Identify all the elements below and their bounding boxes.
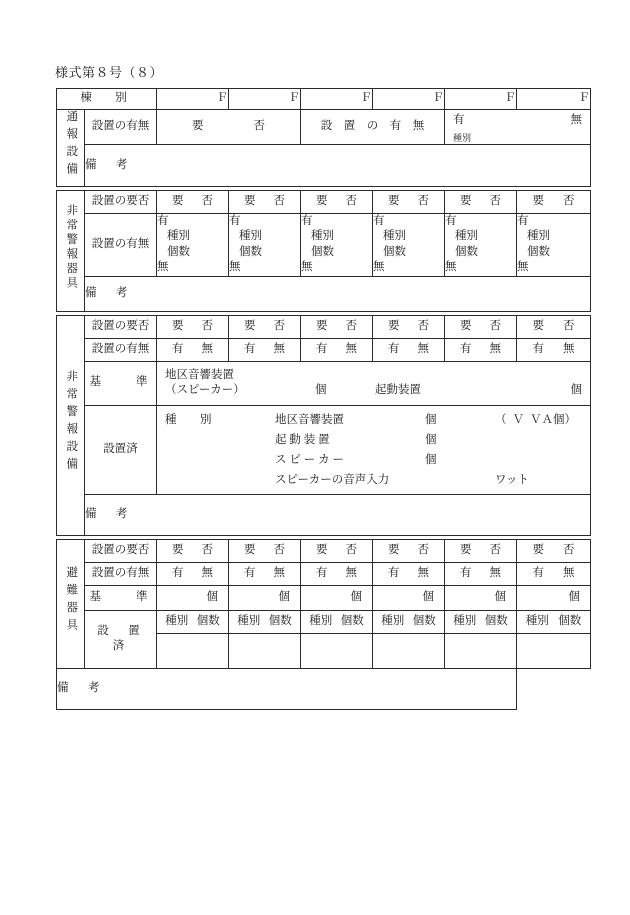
unit-ko: 個: [494, 591, 506, 604]
cell-kijun-4[interactable]: [373, 586, 445, 611]
option-you[interactable]: 要: [460, 319, 472, 332]
option-u[interactable]: 有: [244, 567, 256, 580]
label-shubetsu: 種別: [309, 614, 333, 627]
table-tsuho-setsubi: [56, 88, 591, 187]
option-you[interactable]: 要: [244, 544, 256, 557]
label-kosu: 個数: [484, 614, 508, 627]
option-mu[interactable]: 無: [517, 261, 529, 274]
label-kosu: 個数: [558, 614, 582, 627]
side-label-hinan-kigu: [57, 540, 85, 669]
cell-youhi-4[interactable]: [373, 190, 445, 213]
cell-setchizumi-entry-1[interactable]: [157, 633, 229, 668]
item-name: ス ピ ー カ ー: [275, 453, 344, 466]
side-label-hijo-keiho-setsubi: [57, 315, 85, 536]
cell-you-hi[interactable]: [157, 110, 301, 145]
option-mu[interactable]: 無: [563, 567, 575, 580]
cell-umu-3[interactable]: [301, 213, 373, 276]
option-u[interactable]: 有: [373, 214, 385, 227]
option-u[interactable]: 有: [453, 114, 465, 127]
cell-youhi-1[interactable]: [157, 315, 229, 338]
option-mu[interactable]: 無: [301, 261, 313, 274]
option-hi[interactable]: 否: [489, 544, 501, 557]
option-mu[interactable]: 無: [417, 567, 429, 580]
option-hi[interactable]: 否: [417, 544, 429, 557]
row-label-setchi-umu: 設置の有無: [85, 338, 157, 361]
cell-kijun-3[interactable]: [301, 586, 373, 611]
cell-youhi-2[interactable]: [229, 540, 301, 563]
option-u[interactable]: 有: [460, 342, 472, 355]
cell-bikou[interactable]: 備 考: [57, 668, 517, 709]
label-kosu: 個数: [455, 245, 478, 258]
option-mu[interactable]: 無: [345, 567, 357, 580]
option-you[interactable]: 要: [316, 194, 328, 207]
section-tsuho-setsubi: [56, 88, 590, 187]
row-label-setchi-umu: 設置の有無: [85, 213, 157, 276]
cell-youhi-5[interactable]: [445, 315, 517, 338]
kijun-unit-1: 個: [315, 384, 327, 397]
cell-youhi-3[interactable]: [301, 315, 373, 338]
option-you[interactable]: 要: [388, 194, 400, 207]
side-label-text: 通報設備: [65, 110, 78, 180]
row-setsubi-setchi-umu: [57, 338, 591, 361]
cell-setchizumi-entry-4[interactable]: [373, 633, 445, 668]
cell-setchizumi-head-5: [445, 610, 517, 633]
row-label-setchizumi: 設置済: [85, 405, 157, 495]
option-mu[interactable]: 無: [489, 342, 501, 355]
option-u[interactable]: 有: [316, 342, 328, 355]
option-hi[interactable]: 否: [201, 194, 213, 207]
row-kigu-setchi-youhi: [57, 190, 591, 213]
item-unit: 個: [425, 453, 437, 466]
option-you[interactable]: 要: [388, 319, 400, 332]
option-u[interactable]: 有: [301, 214, 313, 227]
cell-umu-6[interactable]: [517, 563, 591, 586]
option-hi[interactable]: 否: [201, 544, 213, 557]
option-mu[interactable]: 無: [273, 342, 285, 355]
paren-open: （: [495, 413, 507, 426]
label-shubetsu: 種別: [381, 614, 405, 627]
item-name: スピーカーの音声入力: [275, 473, 390, 486]
cell-youhi-5[interactable]: [445, 540, 517, 563]
row-kigu-bikou: [57, 276, 591, 311]
cell-umu-2[interactable]: [229, 563, 301, 586]
option-u[interactable]: 有: [532, 342, 544, 355]
page-title: 様式第８号（８）: [55, 65, 164, 80]
option-mu[interactable]: 無: [489, 567, 501, 580]
header-mune-betsu: 棟 別: [57, 89, 157, 110]
option-u[interactable]: 有: [388, 567, 400, 580]
row-setsubi-setchizumi: [57, 405, 591, 495]
cell-umu-5[interactable]: [445, 213, 517, 276]
label-shubetsu: 種別: [455, 230, 478, 243]
cell-kijun-2[interactable]: [229, 586, 301, 611]
label-shubetsu: 種別: [237, 614, 261, 627]
row-tsuho-bikou: [57, 145, 591, 186]
row-label-setchi-umu: 設置の有無: [85, 563, 157, 586]
option-hi[interactable]: 否: [345, 544, 357, 557]
cell-youhi-2[interactable]: [229, 315, 301, 338]
va-unit: ＶＡ個）: [530, 413, 576, 426]
option-mu[interactable]: 無: [201, 567, 213, 580]
unit-ko: 個: [568, 591, 580, 604]
option-u[interactable]: 有: [229, 214, 241, 227]
option-you[interactable]: 要: [192, 120, 204, 133]
cell-youhi-6[interactable]: [517, 190, 591, 213]
option-u[interactable]: 有: [445, 214, 457, 227]
option-you[interactable]: 要: [532, 319, 544, 332]
table-hinan-kigu: [56, 539, 591, 710]
setchizumi-line-3: [165, 450, 582, 470]
option-hi[interactable]: 否: [201, 319, 213, 332]
kijun-line-2: （スピーカー）: [165, 384, 245, 397]
table-header-row: [57, 89, 591, 110]
option-you[interactable]: 要: [172, 544, 184, 557]
option-you[interactable]: 要: [460, 544, 472, 557]
section-hinan-kigu: [56, 539, 590, 710]
row-setsubi-setchi-youhi: [57, 315, 591, 338]
header-floor-3: Ｆ: [301, 89, 373, 110]
option-u[interactable]: 有: [388, 342, 400, 355]
header-floor-1: Ｆ: [157, 89, 229, 110]
row-kigu-setchi-umu: [57, 213, 591, 276]
option-hi[interactable]: 否: [489, 194, 501, 207]
label-kosu: 個数: [383, 245, 406, 258]
label-shubetsu: 種別: [527, 230, 550, 243]
label-kosu: 個数: [239, 245, 262, 258]
unit-ko: 個: [350, 591, 362, 604]
row-label-setchizumi: 設 置 済: [85, 610, 157, 668]
cell-umu-1[interactable]: [157, 338, 229, 361]
option-hi[interactable]: 否: [489, 319, 501, 332]
unit-ko: 個: [278, 591, 290, 604]
cell-youhi-3[interactable]: [301, 540, 373, 563]
cell-youhi-6[interactable]: [517, 540, 591, 563]
option-mu[interactable]: 無: [563, 342, 575, 355]
option-hi[interactable]: 否: [253, 120, 265, 133]
option-mu[interactable]: 無: [157, 261, 169, 274]
item-name: 起 動 装 置: [275, 433, 330, 446]
section-hijo-keiho-setsubi: [56, 315, 590, 537]
label-shubetsu: 種別: [239, 230, 262, 243]
unit-ko: 個: [206, 591, 218, 604]
cell-setchizumi-detail[interactable]: [157, 405, 591, 495]
voltage-unit: Ｖ: [512, 413, 524, 426]
row-tsuho-setchi-umu: [57, 110, 591, 145]
label-kosu: 個数: [311, 245, 334, 258]
cell-umu-3[interactable]: [301, 338, 373, 361]
cell-youhi-2[interactable]: [229, 190, 301, 213]
cell-umu-1[interactable]: [157, 213, 229, 276]
label-kosu: 個数: [196, 614, 220, 627]
kijun-unit-2: 個: [570, 384, 582, 397]
option-you[interactable]: 要: [388, 544, 400, 557]
cell-umu-6[interactable]: [517, 338, 591, 361]
cell-setchizumi-entry-5[interactable]: [445, 633, 517, 668]
option-mu[interactable]: 無: [373, 261, 385, 274]
cell-youhi-6[interactable]: [517, 315, 591, 338]
label-kosu: 個数: [527, 245, 550, 258]
option-you[interactable]: 要: [460, 194, 472, 207]
cell-kijun-6[interactable]: [517, 586, 591, 611]
label-shubetsu: 種別: [167, 230, 190, 243]
cell-youhi-1[interactable]: [157, 540, 229, 563]
row-hinan-kijun: [57, 586, 591, 611]
row-label-setchi-umu: 設置の有無: [85, 110, 157, 145]
option-hi[interactable]: 否: [417, 319, 429, 332]
cell-setchizumi-head-3: [301, 610, 373, 633]
cell-bikou[interactable]: 備 考: [85, 145, 591, 186]
option-you[interactable]: 要: [244, 194, 256, 207]
option-hi[interactable]: 否: [563, 544, 575, 557]
section-hijo-keiho-kigu: [56, 190, 590, 312]
cell-setchizumi-entry-6[interactable]: [517, 633, 591, 668]
label-shubetsu: 種別: [383, 230, 406, 243]
cell-setchizumi-entry-3[interactable]: [301, 633, 373, 668]
option-hi[interactable]: 否: [273, 194, 285, 207]
option-hi[interactable]: 否: [273, 544, 285, 557]
cell-bikou[interactable]: 備 考: [85, 276, 591, 311]
side-label-hijo-keiho-kigu: [57, 190, 85, 311]
option-mu[interactable]: 無: [445, 261, 457, 274]
label-shubetsu: 種 別: [165, 413, 218, 426]
cell-umu-4[interactable]: [373, 563, 445, 586]
label-shubetsu: 種別: [525, 614, 549, 627]
label-kosu: 個数: [412, 614, 436, 627]
option-you[interactable]: 要: [172, 194, 184, 207]
cell-umu-6[interactable]: [517, 213, 591, 276]
option-mu[interactable]: 無: [570, 114, 582, 127]
cell-youhi-1[interactable]: [157, 190, 229, 213]
table-hijo-keiho-setsubi: [56, 315, 591, 537]
setchizumi-line-4: [165, 470, 582, 490]
option-hi[interactable]: 否: [563, 319, 575, 332]
row-hinan-bikou: [57, 668, 591, 709]
cell-kijun-detail[interactable]: [157, 361, 591, 405]
row-label-setchi-youhi: 設置の要否: [85, 190, 157, 213]
setchizumi-line-2: [165, 430, 582, 450]
option-u[interactable]: 有: [517, 214, 529, 227]
cell-kijun-5[interactable]: [445, 586, 517, 611]
side-label-text: 避難器具: [65, 566, 78, 637]
label-shubetsu: 種別: [165, 614, 189, 627]
label-shubetsu: 種別: [311, 230, 334, 243]
cell-setchi-no-umu-label: 設 置 の 有 無: [301, 110, 445, 145]
row-label-kijun: 基 準: [85, 361, 157, 405]
option-u[interactable]: 有: [172, 342, 184, 355]
row-label-setchi-youhi: 設置の要否: [85, 540, 157, 563]
label-kosu: 個数: [167, 245, 190, 258]
side-label-text: 非常警報設備: [65, 370, 78, 476]
option-you[interactable]: 要: [316, 319, 328, 332]
header-floor-5: Ｆ: [445, 89, 517, 110]
cell-setchizumi-head-1: [157, 610, 229, 633]
cell-umu-2[interactable]: [229, 338, 301, 361]
item-unit: 個: [425, 413, 437, 426]
option-hi[interactable]: 否: [563, 194, 575, 207]
header-floor-4: Ｆ: [373, 89, 445, 110]
cell-bikou[interactable]: 備 考: [85, 495, 591, 536]
cell-youhi-4[interactable]: [373, 315, 445, 338]
side-label-text: 非常警報器具: [65, 204, 78, 292]
unit-ko: 個: [422, 591, 434, 604]
cell-umu-5[interactable]: [445, 563, 517, 586]
item-unit: 個: [425, 433, 437, 446]
row-label-kijun: 基 準: [85, 586, 157, 611]
cell-umu-1[interactable]: [157, 563, 229, 586]
kijun-item-2: 起動装置: [375, 384, 421, 397]
option-mu[interactable]: 無: [229, 261, 241, 274]
label-shubetsu: 種別: [453, 614, 477, 627]
table-hijo-keiho-kigu: [56, 190, 591, 312]
label-shubetsu: 種別: [453, 132, 472, 143]
row-label-setchi-youhi: 設置の要否: [85, 315, 157, 338]
option-u[interactable]: 有: [316, 567, 328, 580]
option-you[interactable]: 要: [172, 319, 184, 332]
setchizumi-line-1: [165, 410, 582, 430]
option-mu[interactable]: 無: [201, 342, 213, 355]
option-hi[interactable]: 否: [417, 194, 429, 207]
option-u[interactable]: 有: [172, 567, 184, 580]
kijun-line-1: 地区音響装置: [165, 368, 234, 381]
cell-setchizumi-head-4: [373, 610, 445, 633]
cell-youhi-3[interactable]: [301, 190, 373, 213]
cell-youhi-5[interactable]: [445, 190, 517, 213]
cell-setchizumi-head-6: [517, 610, 591, 633]
cell-setchizumi-head-2: [229, 610, 301, 633]
option-you[interactable]: 要: [532, 544, 544, 557]
header-floor-6: Ｆ: [517, 89, 591, 110]
cell-umu-5[interactable]: [445, 338, 517, 361]
cell-umu-2[interactable]: [229, 213, 301, 276]
option-u[interactable]: 有: [244, 342, 256, 355]
option-hi[interactable]: 否: [345, 319, 357, 332]
option-you[interactable]: 要: [316, 544, 328, 557]
side-label-tsuho-setsubi: [57, 110, 85, 187]
option-hi[interactable]: 否: [273, 319, 285, 332]
form-table-container: [56, 88, 590, 710]
option-you[interactable]: 要: [532, 194, 544, 207]
option-u[interactable]: 有: [532, 567, 544, 580]
option-you[interactable]: 要: [244, 319, 256, 332]
option-hi[interactable]: 否: [345, 194, 357, 207]
label-kosu: 個数: [340, 614, 364, 627]
option-u[interactable]: 有: [157, 214, 169, 227]
option-mu[interactable]: 無: [273, 567, 285, 580]
row-hinan-setchi-youhi: [57, 540, 591, 563]
option-u[interactable]: 有: [460, 567, 472, 580]
cell-umu-4[interactable]: [373, 338, 445, 361]
cell-kijun-1[interactable]: [157, 586, 229, 611]
row-hinan-setchi-umu: [57, 563, 591, 586]
row-setsubi-kijun: [57, 361, 591, 405]
cell-umu-3[interactable]: [301, 563, 373, 586]
cell-setchizumi-entry-2[interactable]: [229, 633, 301, 668]
item-unit: ワット: [495, 473, 529, 486]
header-floor-2: Ｆ: [229, 89, 301, 110]
row-setsubi-bikou: [57, 495, 591, 536]
row-hinan-setchizumi-header: [57, 610, 591, 633]
cell-youhi-4[interactable]: [373, 540, 445, 563]
option-mu[interactable]: 無: [345, 342, 357, 355]
cell-umu-4[interactable]: [373, 213, 445, 276]
cell-u-mu-shubetsu[interactable]: [445, 110, 591, 145]
item-name: 地区音響装置: [275, 413, 344, 426]
option-mu[interactable]: 無: [417, 342, 429, 355]
label-kosu: 個数: [268, 614, 292, 627]
